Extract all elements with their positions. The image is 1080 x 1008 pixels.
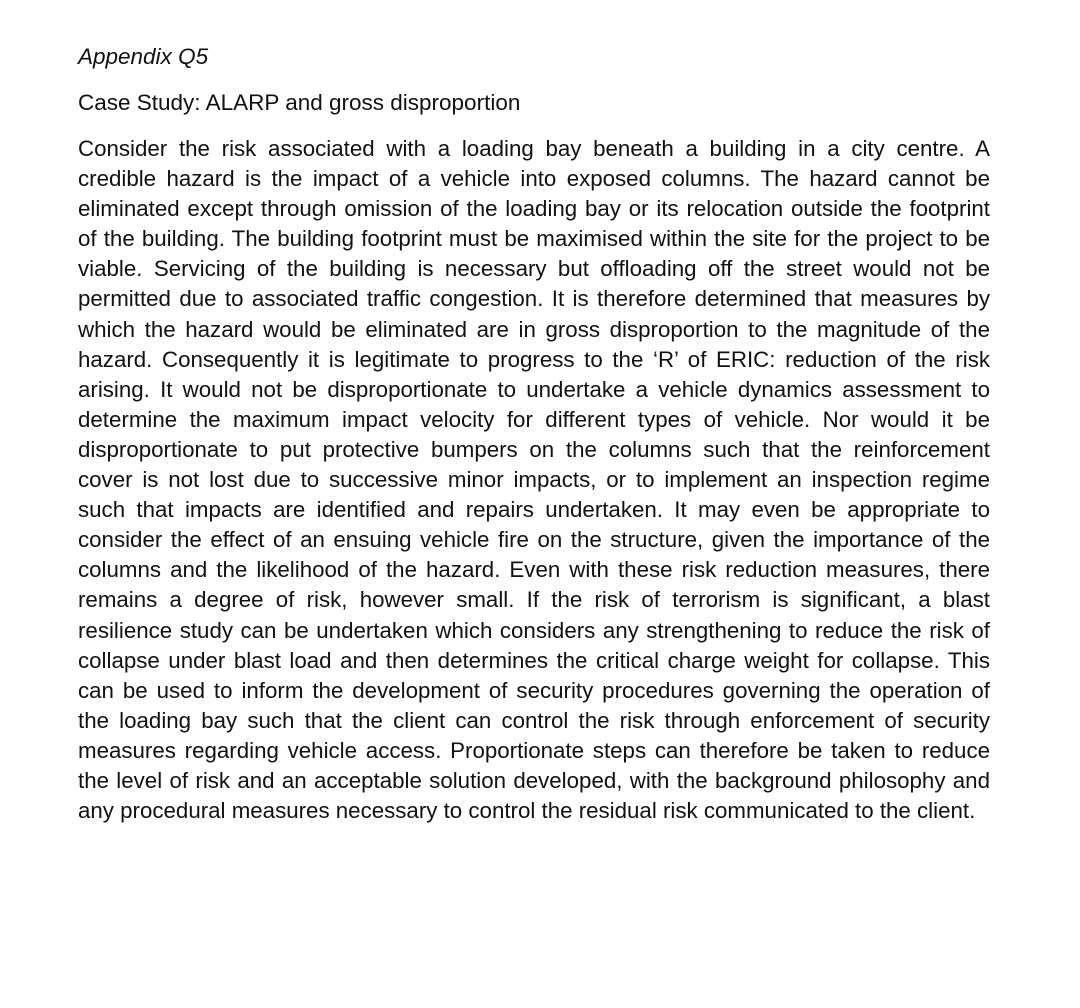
appendix-label: Appendix Q5 — [78, 44, 209, 69]
case-study-title: Case Study: ALARP and gross disproportion — [78, 90, 521, 115]
document-page — [78, 42, 990, 826]
body-paragraph: Consider the risk associated with a loading bay beneath a building in a city centre. A credible hazard is the impact of a vehicle into exposed columns. The hazard cannot be eliminated except through omission of the loading bay or its relocation outside the footprint of the building. The building footprint must be maximised within the site for the project to be viable. Servicing of the building is necessary but offloading off the street would not be permitted due to associated traffic congestion. It is therefore determined that measures by which the hazard would be eliminated are in gross disproportion to the magnitude of the hazard. Consequently it is legitimate to progress to the ‘R’ of ERIC: reduction of the risk arising. It would not be disproportionate to undertake a vehicle dynamics assessment to determine the maximum impact velocity for different types of vehicle. Nor would it be disproportionate to put protective bumpers on the columns such that the reinforcement cover is not lost due to successive minor impacts, or to implement an inspection regime such that impacts are identified and repairs undertaken. It may even be appropriate to consider the effect of an ensuing vehicle fire on the structure, given the importance of the columns and the likelihood of the hazard. Even with these risk reduction measures, there remains a degree of risk, however small. If the risk of terrorism is significant, a blast resilience study can be undertaken which considers any strengthening to reduce the risk of collapse under blast load and then determines the critical charge weight for collapse. This can be used to inform the development of security procedures governing the operation of the loading bay such that the client can control the risk through enforcement of security measures regarding vehicle access. Proportionate steps can therefore be taken to reduce the level of risk and an acceptable solution developed, with the background philosophy and any procedural measures necessary to control the residual risk communicated to the client. — [78, 136, 990, 824]
